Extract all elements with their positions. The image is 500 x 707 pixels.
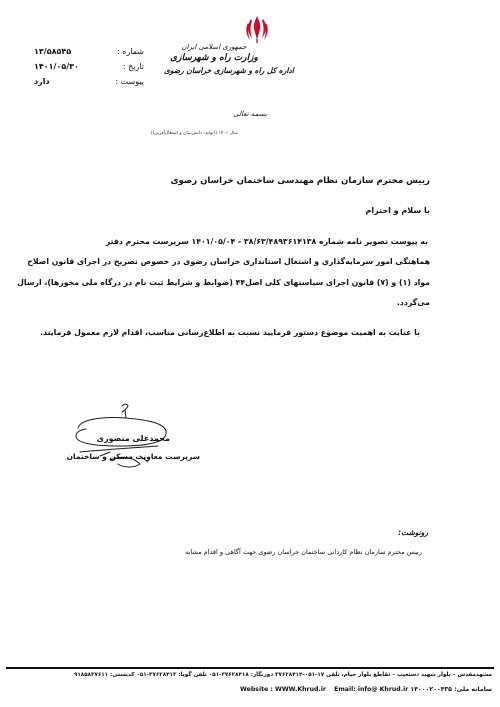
attachment-row bbox=[34, 74, 144, 89]
footer-divider bbox=[6, 667, 494, 669]
footer-contact bbox=[230, 686, 492, 693]
date-row bbox=[34, 59, 144, 74]
number-label: شماره : bbox=[116, 47, 144, 56]
body-line-1: به پیوست تصویر نامه شماره ۳۸/۶۳/۴۸۹۳۶۱۴۱۳۸ - ۱۴۰۱/۰۵/۰۴ سرپرست محترم دفتر bbox=[105, 237, 428, 246]
department-name: اداره کل راه و شهرسازی خراسان رضوی bbox=[164, 66, 294, 75]
body-line-2: هماهنگی امور سرمایه‌گذاری و اشتغال استانداری خراسان رضوی در خصوص تصریح در اجرای قانون اصلاح bbox=[27, 257, 430, 266]
body-line-4: می‌گردد. bbox=[396, 298, 430, 307]
closing-paragraph: با عنایت به اهمیت موضوع دستور فرمایید نسبت به اطلاع‌رسانی مناسب، اقدام لازم معمول فرمایند. bbox=[40, 328, 420, 337]
country-name: جمهوری اسلامی ایران bbox=[181, 43, 247, 51]
footer-address: مشهدمقدس – بلوار شهید دستغیب – تقاطع بلوار خیام، تلفن ۱۷-۰۵۱-۳۷۶۲۸۴۱۴ دورنگار: ۳۷۶۲۸۴۱۸-۰۵۱ تلفن گویا: ۳۷۶۲۸۴۱۳-۰۵۱ کدپستی: ۹۱۸۵۸۳۷۶۱۱ bbox=[73, 672, 492, 678]
footer-email[interactable]: Email: info@ Khrud.ir bbox=[334, 686, 409, 693]
cc-recipient-line: رییس محترم سازمان نظام کاردانی ساختمان خراسان رضوی جهت آگاهی و اقدام مشابه bbox=[185, 548, 422, 556]
date-label: تاریخ : bbox=[122, 62, 144, 71]
iran-emblem-icon bbox=[244, 14, 270, 44]
ministry-name: وزارت راه و شهرسازی bbox=[170, 53, 258, 63]
greeting-line: با سلام و احترام bbox=[365, 206, 430, 215]
signatory-name: محمدعلی منصوری bbox=[96, 434, 170, 443]
letter-number: ۱۳/۵۸۵۴۵ bbox=[34, 47, 72, 56]
bismillah-heading: بسمه تعالی bbox=[233, 110, 267, 118]
recipient-line: رییس محترم سازمان نظام مهندسی ساختمان خراسان رضوی bbox=[170, 176, 430, 186]
organization-header bbox=[164, 42, 294, 76]
year-motto: سال ۱۴۰۱ ((تولید، دانش‌بنیان و اشتغال‌آفرین)) bbox=[150, 131, 238, 136]
cc-label: رونوشت: bbox=[398, 528, 428, 537]
footer-website[interactable]: Website : WWW.Khrud.ir bbox=[240, 686, 326, 693]
attachment-value: دارد bbox=[34, 77, 50, 86]
attachment-label: پیوست : bbox=[115, 77, 144, 86]
body-line-3: مواد (۱) و (۷) قانون اجرای سیاستهای کلی اصل۴۴ (ضوابط و شرایط ثبت نام در درگاه ملی مجوزها)، ارسال bbox=[17, 278, 430, 287]
number-row bbox=[34, 44, 144, 59]
footer-system-code: سامانه ملی: ۱۴۰۰۰۲۰۰۴۳۵ bbox=[410, 686, 492, 693]
signatory-title: سرپرست معاونت مسکن و ساختمان bbox=[66, 452, 200, 461]
letter-meta bbox=[34, 44, 144, 89]
letter-date: ۱۴۰۱/۰۵/۳۰ bbox=[34, 62, 79, 71]
